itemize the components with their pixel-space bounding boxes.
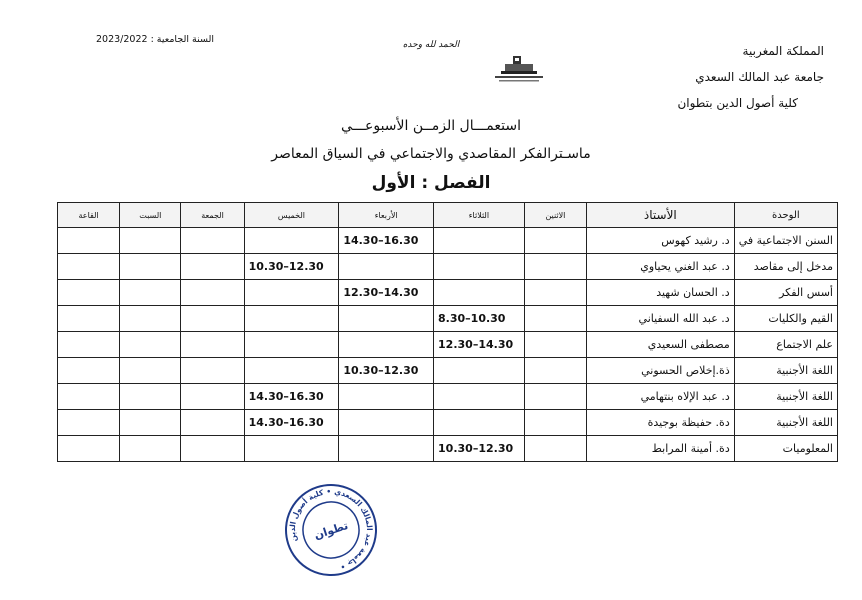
wednesday-cell: 16.30–14.30	[339, 228, 434, 254]
unit-cell: السنن الاجتماعية في	[734, 228, 837, 254]
friday-cell	[181, 384, 244, 410]
unit-cell: المعلوميات	[734, 436, 837, 462]
semester-title: الفصل : الأول	[371, 173, 491, 193]
table-row	[58, 436, 838, 462]
professor-cell: د. عبد الإلاه بنتهامي	[586, 384, 734, 410]
monday-cell	[524, 410, 586, 436]
professor-cell: د. عبد الله السفياني	[586, 306, 734, 332]
basmala: الحمد لله وحده	[402, 40, 460, 50]
saturday-cell	[120, 332, 181, 358]
tuesday-cell: 12.30–10.30	[434, 436, 525, 462]
stamp-center-text: تطوان	[312, 518, 350, 543]
monday-cell	[524, 358, 586, 384]
friday-cell	[181, 332, 244, 358]
table-row	[58, 332, 838, 358]
friday-cell	[181, 306, 244, 332]
monday-cell	[524, 332, 586, 358]
col-friday: الجمعة	[181, 203, 244, 228]
unit-cell: القيم والكليات	[734, 306, 837, 332]
thursday-cell	[244, 306, 339, 332]
kingdom-name: المملكة المغربية	[742, 44, 824, 58]
monday-cell	[524, 254, 586, 280]
table-row	[58, 384, 838, 410]
wednesday-cell	[339, 254, 434, 280]
wednesday-cell: 14.30–12.30	[339, 280, 434, 306]
faculty-logo	[491, 54, 547, 86]
col-unit: الوحدة	[734, 203, 837, 228]
wednesday-cell	[339, 384, 434, 410]
friday-cell	[181, 358, 244, 384]
professor-cell: دة. حفيظة بوجيدة	[586, 410, 734, 436]
saturday-cell	[120, 280, 181, 306]
friday-cell	[181, 410, 244, 436]
tuesday-cell	[434, 228, 525, 254]
col-tuesday: الثلاثاء	[434, 203, 525, 228]
monday-cell	[524, 228, 586, 254]
saturday-cell	[120, 436, 181, 462]
tuesday-cell: 10.30–8.30	[434, 306, 525, 332]
table-row	[58, 358, 838, 384]
unit-cell: اللغة الأجنبية	[734, 384, 837, 410]
friday-cell	[181, 228, 244, 254]
program-title: ماسـترالفكر المقاصدي والاجتماعي في السياق المعاصر	[271, 146, 591, 162]
col-thursday: الخميس	[244, 203, 339, 228]
monday-cell	[524, 384, 586, 410]
university-name: جامعة عبد المالك السعدي	[695, 70, 824, 84]
professor-cell: دة. أمينة المرابط	[586, 436, 734, 462]
thursday-cell	[244, 228, 339, 254]
header-row	[58, 203, 838, 228]
page-title: استعمـــال الزمــن الأسبوعـــي	[341, 118, 521, 134]
table-row	[58, 228, 838, 254]
tuesday-cell	[434, 410, 525, 436]
academic-year: السنة الجامعية : 2023/2022	[96, 34, 214, 45]
friday-cell	[181, 280, 244, 306]
tuesday-cell	[434, 254, 525, 280]
room-cell	[58, 358, 120, 384]
monday-cell	[524, 306, 586, 332]
room-cell	[58, 254, 120, 280]
room-cell	[58, 332, 120, 358]
table-row	[58, 410, 838, 436]
wednesday-cell	[339, 436, 434, 462]
col-room: القاعة	[58, 203, 120, 228]
table-row	[58, 280, 838, 306]
unit-cell: مدخل إلى مقاصد	[734, 254, 837, 280]
thursday-cell: 12.30–10.30	[244, 254, 339, 280]
room-cell	[58, 228, 120, 254]
room-cell	[58, 306, 120, 332]
tuesday-cell	[434, 358, 525, 384]
table-row	[58, 254, 838, 280]
saturday-cell	[120, 254, 181, 280]
thursday-cell: 16.30–14.30	[244, 410, 339, 436]
monday-cell	[524, 436, 586, 462]
saturday-cell	[120, 384, 181, 410]
col-wednesday: الأربعاء	[339, 203, 434, 228]
col-professor: الأستاذ	[586, 203, 734, 228]
friday-cell	[181, 254, 244, 280]
wednesday-cell: 12.30–10.30	[339, 358, 434, 384]
professor-cell: د. رشيد كهوس	[586, 228, 734, 254]
tuesday-cell: 14.30–12.30	[434, 332, 525, 358]
thursday-cell	[244, 358, 339, 384]
wednesday-cell	[339, 410, 434, 436]
col-saturday: السبت	[120, 203, 181, 228]
unit-cell: اللغة الأجنبية	[734, 358, 837, 384]
tuesday-cell	[434, 384, 525, 410]
timetable	[57, 202, 838, 462]
room-cell	[58, 384, 120, 410]
wednesday-cell	[339, 306, 434, 332]
professor-cell: د. عبد الغني يحياوي	[586, 254, 734, 280]
col-monday: الاثنين	[524, 203, 586, 228]
thursday-cell	[244, 280, 339, 306]
thursday-cell: 16.30–14.30	[244, 384, 339, 410]
thursday-cell	[244, 436, 339, 462]
stamp-ring-text: جامعة عبد المالك السعدي • كلية أصول الدين •	[287, 486, 375, 572]
room-cell	[58, 280, 120, 306]
professor-cell: مصطفى السعيدي	[586, 332, 734, 358]
saturday-cell	[120, 358, 181, 384]
unit-cell: أسس الفكر	[734, 280, 837, 306]
unit-cell: اللغة الأجنبية	[734, 410, 837, 436]
friday-cell	[181, 436, 244, 462]
monday-cell	[524, 280, 586, 306]
tuesday-cell	[434, 280, 525, 306]
official-stamp	[283, 482, 379, 578]
room-cell	[58, 436, 120, 462]
thursday-cell	[244, 332, 339, 358]
professor-cell: د. الحسان شهيد	[586, 280, 734, 306]
professor-cell: ذة.إخلاص الحسوني	[586, 358, 734, 384]
faculty-name: كلية أصول الدين بتطوان	[677, 96, 798, 110]
table-row	[58, 306, 838, 332]
saturday-cell	[120, 228, 181, 254]
unit-cell: علم الاجتماع	[734, 332, 837, 358]
room-cell	[58, 410, 120, 436]
wednesday-cell	[339, 332, 434, 358]
saturday-cell	[120, 306, 181, 332]
saturday-cell	[120, 410, 181, 436]
